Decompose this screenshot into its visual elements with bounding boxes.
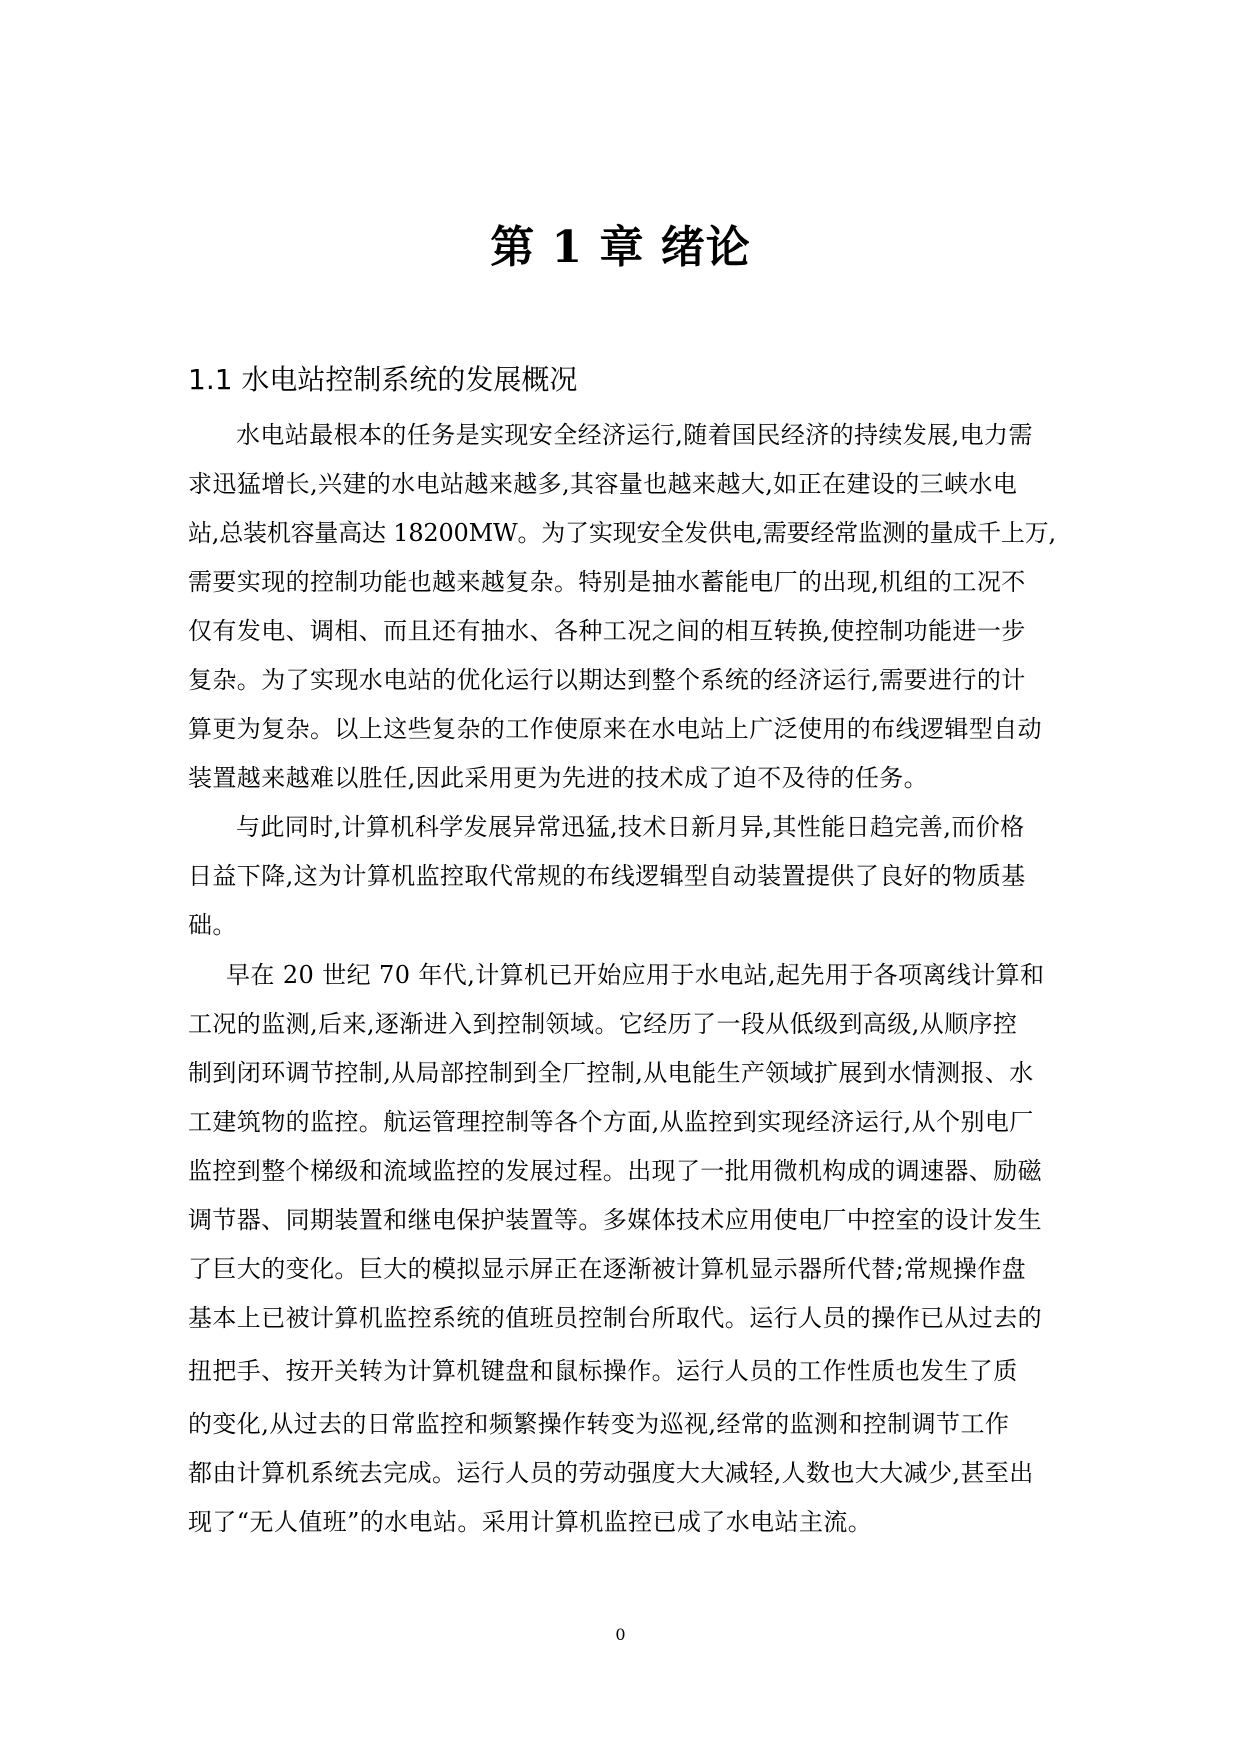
paragraph-line: 与此同时,计算机科学发展异常迅猛,技术日新月异,其性能日趋完善,而价格 <box>236 813 1025 841</box>
paragraph-line: 日益下降,这为计算机监控取代常规的布线逻辑型自动装置提供了良好的物质基 <box>188 862 1026 890</box>
section-heading: 1.1 水电站控制系统的发展概况 <box>188 363 578 396</box>
paragraph-line: 水电站最根本的任务是实现安全经济运行,随着国民经济的持续发展,电力需 <box>236 421 1033 449</box>
page-number: 0 <box>615 1625 626 1644</box>
paragraph-line: 现了“无人值班”的水电站。采用计算机监控已成了水电站主流。 <box>188 1508 873 1536</box>
paragraph-line: 站,总装机容量高达 18200MW。为了实现安全发供电,需要经常监测的量成千上万, <box>188 519 1056 547</box>
paragraph-line: 扭把手、按开关转为计算机键盘和鼠标操作。运行人员的工作性质也发生了质 <box>188 1357 1018 1385</box>
paragraph-line: 的变化,从过去的日常监控和频繁操作转变为巡视,经常的监测和控制调节工作 <box>188 1410 1010 1438</box>
paragraph-line: 早在 20 世纪 70 年代,计算机已开始应用于水电站,起先用于各项离线计算和 <box>226 961 1045 989</box>
paragraph-line: 了巨大的变化。巨大的模拟显示屏正在逐渐被计算机显示器所代替;常规操作盘 <box>188 1255 1027 1283</box>
paragraph-line: 监控到整个梯级和流域监控的发展过程。出现了一批用微机构成的调速器、励磁 <box>188 1157 1042 1185</box>
paragraph-line: 装置越来越难以胜任,因此采用更为先进的技术成了迫不及待的任务。 <box>188 764 929 792</box>
chapter-title: 第 1 章 绪论 <box>490 222 751 273</box>
paragraph-line: 制到闭环调节控制,从局部控制到全厂控制,从电能生产领域扩展到水情测报、水 <box>188 1059 1034 1087</box>
paragraph-line: 工建筑物的监控。航运管理控制等各个方面,从监控到实现经济运行,从个别电厂 <box>188 1108 1034 1136</box>
paragraph-line: 都由计算机系统去完成。运行人员的劳动强度大大减轻,人数也大大减少,甚至出 <box>188 1459 1034 1487</box>
paragraph-line: 需要实现的控制功能也越来越复杂。特别是抽水蓄能电厂的出现,机组的工况不 <box>188 568 1026 596</box>
paragraph-line: 求迅猛增长,兴建的水电站越来越多,其容量也越来越大,如正在建设的三峡水电 <box>188 470 1018 498</box>
paragraph-line: 算更为复杂。以上这些复杂的工作使原来在水电站上广泛使用的布线逻辑型自动 <box>188 715 1042 743</box>
paragraph-line: 仅有发电、调相、而且还有抽水、各种工况之间的相互转换,使控制功能进一步 <box>188 617 1026 645</box>
paragraph-line: 工况的监测,后来,逐渐进入到控制领域。它经历了一段从低级到高级,从顺序控 <box>188 1010 1018 1038</box>
paragraph-line: 调节器、同期装置和继电保护装置等。多媒体技术应用使电厂中控室的设计发生 <box>188 1206 1042 1234</box>
paragraph-line: 础。 <box>188 911 237 939</box>
paragraph-line: 复杂。为了实现水电站的优化运行以期达到整个系统的经济运行,需要进行的计 <box>188 666 1026 694</box>
paragraph-line: 基本上已被计算机监控系统的值班员控制台所取代。运行人员的操作已从过去的 <box>188 1304 1042 1332</box>
